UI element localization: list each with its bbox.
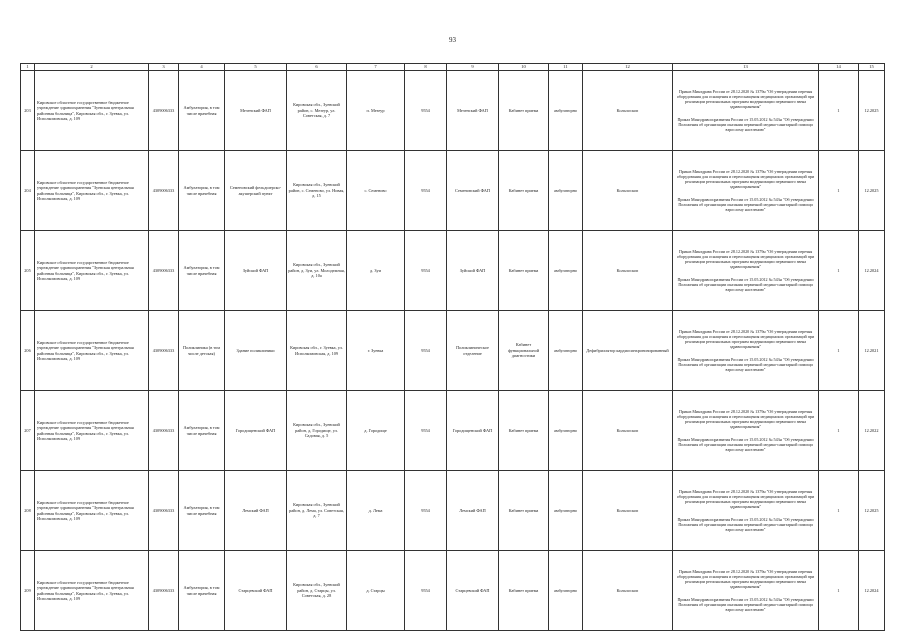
column-number: 7 [347, 64, 405, 71]
date-cell: 12.2024 [859, 551, 885, 631]
regulation-cell [673, 231, 819, 311]
regulation-order-1379n: Приказ Минздрава России от 28.12.2020 № 1379н "Об утверждении перечня оборудования для оснащения и переоснащения медицинских организаций при реализации региональных программ модернизации первичного звена здравоохранения" [676, 89, 815, 110]
room-cell: Кабинет приема [499, 391, 549, 471]
quantity-cell: 1 [819, 151, 859, 231]
inn-cell: 4309006333 [149, 471, 179, 551]
inn-cell: 4309006333 [149, 151, 179, 231]
column-number: 4 [179, 64, 225, 71]
room-cell: Кабинет приема [499, 71, 549, 151]
table-row [21, 71, 885, 151]
code-cell: 9554 [405, 551, 447, 631]
room-cell: Кабинет функциональной диагностики [499, 311, 549, 391]
care-conditions-cell: амбулаторно [549, 391, 583, 471]
structural-unit-cell: Старцевский ФАП [225, 551, 287, 631]
row-number: 204 [21, 151, 35, 231]
row-number: 205 [21, 231, 35, 311]
quantity-cell: 1 [819, 471, 859, 551]
regulation-order-1379n: Приказ Минздрава России от 28.12.2020 № 1379н "Об утверждении перечня оборудования для оснащения и переоснащения медицинских организаций при реализации региональных программ модернизации первичного звена здравоохранения" [676, 569, 815, 590]
code-cell: 9554 [405, 391, 447, 471]
structural-unit-cell: Лемский ФАП [225, 471, 287, 551]
column-number: 9 [447, 64, 499, 71]
locality-cell: г. Зуевка [347, 311, 405, 391]
room-cell: Кабинет приема [499, 231, 549, 311]
column-number: 12 [583, 64, 673, 71]
row-number: 207 [21, 391, 35, 471]
code-cell: 9554 [405, 231, 447, 311]
structural-unit-cell: Зуйский ФАП [225, 231, 287, 311]
inn-cell: 4309006333 [149, 551, 179, 631]
organization-cell: Кировское областное государственное бюджетное учреждение здравоохранения "Зуевская центральная районная больница", Кировская обл., г. Зуевка, ул. Исполкомовская, д. 109 [35, 151, 149, 231]
column-number: 15 [859, 64, 885, 71]
facility-type-cell: Амбулатория, в том числе врачебная [179, 151, 225, 231]
address-cell: Кировская обл., Зуевский район, с. Мезеур, ул. Советская, д. 7 [287, 71, 347, 151]
regulation-order-543n: Приказ Минздравсоцразвития России от 15.05.2012 № 543н "Об утверждении Положения об организации оказания первичной медико-санитарной помощи взрослому населению" [677, 276, 814, 292]
subunit-cell: Мезенский ФАП [447, 71, 499, 151]
facility-type-cell: Поликлиника (в том числе детская) [179, 311, 225, 391]
regulation-order-1379n: Приказ Минздрава России от 28.12.2020 № 1379н "Об утверждении перечня оборудования для оснащения и переоснащения медицинских организаций при реализации региональных программ модернизации первичного звена здравоохранения" [676, 249, 815, 270]
regulation-cell [673, 71, 819, 151]
care-conditions-cell: амбулаторно [549, 471, 583, 551]
organization-cell: Кировское областное государственное бюджетное учреждение здравоохранения "Зуевская центральная районная больница", Кировская обл., г. Зуевка, ул. Исполкомовская, д. 109 [35, 391, 149, 471]
inn-cell: 4309006333 [149, 231, 179, 311]
regulation-order-543n: Приказ Минздравсоцразвития России от 15.05.2012 № 543н "Об утверждении Положения об организации оказания первичной медико-санитарной помощи взрослому населению" [677, 116, 814, 132]
organization-cell: Кировское областное государственное бюджетное учреждение здравоохранения "Зуевская центральная районная больница", Кировская обл., г. Зуевка, ул. Исполкомовская, д. 109 [35, 311, 149, 391]
regulation-cell [673, 151, 819, 231]
structural-unit-cell: Семеновский фельдшерско-акушерский пункт [225, 151, 287, 231]
row-number: 208 [21, 471, 35, 551]
inn-cell: 4309006333 [149, 391, 179, 471]
regulation-order-1379n: Приказ Минздрава России от 28.12.2020 № 1379н "Об утверждении перечня оборудования для оснащения и переоснащения медицинских организаций при реализации региональных программ модернизации первичного звена здравоохранения" [676, 329, 815, 350]
facility-type-cell: Амбулатория, в том числе врачебная [179, 231, 225, 311]
quantity-cell: 1 [819, 231, 859, 311]
address-cell: Кировская обл., Зуевский район, д. Старцы, ул. Советская, д. 28 [287, 551, 347, 631]
locality-cell: д. Городище [347, 391, 405, 471]
subunit-cell: Старцевский ФАП [447, 551, 499, 631]
equipment-cell: Кольпоскоп [583, 151, 673, 231]
care-conditions-cell: амбулаторно [549, 231, 583, 311]
organization-cell: Кировское областное государственное бюджетное учреждение здравоохранения "Зуевская центральная районная больница", Кировская обл., г. Зуевка, ул. Исполкомовская, д. 109 [35, 71, 149, 151]
structural-unit-cell: Мезенский ФАП [225, 71, 287, 151]
page-number: 93 [449, 36, 456, 44]
code-cell: 9554 [405, 151, 447, 231]
quantity-cell: 1 [819, 551, 859, 631]
table-row [21, 471, 885, 551]
date-cell: 12.2025 [859, 71, 885, 151]
date-cell: 12.2021 [859, 311, 885, 391]
table-row [21, 311, 885, 391]
care-conditions-cell: амбулаторно [549, 311, 583, 391]
equipment-cell: Кольпоскоп [583, 71, 673, 151]
facility-type-cell: Амбулатория, в том числе врачебная [179, 471, 225, 551]
column-number: 1 [21, 64, 35, 71]
equipment-cell: Кольпоскоп [583, 471, 673, 551]
regulation-order-543n: Приказ Минздравсоцразвития России от 15.05.2012 № 543н "Об утверждении Положения об организации оказания первичной медико-санитарной помощи взрослому населению" [677, 196, 814, 212]
address-cell: Кировская обл., Зуевский район, д. Лема, ул. Советская, д. 7 [287, 471, 347, 551]
address-cell: Кировская обл., Зуевский район, д. Зуи, ул. Молодежная, д. 10а [287, 231, 347, 311]
code-cell: 9554 [405, 71, 447, 151]
date-cell: 12.2025 [859, 151, 885, 231]
locality-cell: д. Старцы [347, 551, 405, 631]
locality-cell: д. Лема [347, 471, 405, 551]
equipment-cell: Дефибриллятор кардиосинхронизированный [583, 311, 673, 391]
regulation-order-543n: Приказ Минздравсоцразвития России от 15.05.2012 № 543н "Об утверждении Положения об организации оказания первичной медико-санитарной помощи взрослому населению" [677, 516, 814, 532]
table-row [21, 151, 885, 231]
row-number: 209 [21, 551, 35, 631]
regulation-order-543n: Приказ Минздравсоцразвития России от 15.05.2012 № 543н "Об утверждении Положения об организации оказания первичной медико-санитарной помощи взрослому населению" [677, 436, 814, 452]
regulation-cell [673, 311, 819, 391]
structural-unit-cell: Городищенский ФАП [225, 391, 287, 471]
subunit-cell: Городищенский ФАП [447, 391, 499, 471]
address-cell: Кировская обл., Зуевский район, с. Семеново, ул. Новая, д. 15 [287, 151, 347, 231]
date-cell: 12.2024 [859, 231, 885, 311]
column-number: 5 [225, 64, 287, 71]
code-cell: 9554 [405, 471, 447, 551]
table-row [21, 231, 885, 311]
column-number: 2 [35, 64, 149, 71]
quantity-cell: 1 [819, 391, 859, 471]
column-number: 6 [287, 64, 347, 71]
regulation-order-1379n: Приказ Минздрава России от 28.12.2020 № 1379н "Об утверждении перечня оборудования для оснащения и переоснащения медицинских организаций при реализации региональных программ модернизации первичного звена здравоохранения" [676, 489, 815, 510]
room-cell: Кабинет приема [499, 551, 549, 631]
inn-cell: 4309006333 [149, 71, 179, 151]
organization-cell: Кировское областное государственное бюджетное учреждение здравоохранения "Зуевская центральная районная больница", Кировская обл., г. Зуевка, ул. Исполкомовская, д. 109 [35, 471, 149, 551]
organization-cell: Кировское областное государственное бюджетное учреждение здравоохранения "Зуевская центральная районная больница", Кировская обл., г. Зуевка, ул. Исполкомовская, д. 109 [35, 551, 149, 631]
subunit-cell: Зуйский ФАП [447, 231, 499, 311]
care-conditions-cell: амбулаторно [549, 151, 583, 231]
quantity-cell: 1 [819, 71, 859, 151]
organization-cell: Кировское областное государственное бюджетное учреждение здравоохранения "Зуевская центральная районная больница", Кировская обл., г. Зуевка, ул. Исполкомовская, д. 109 [35, 231, 149, 311]
regulation-order-1379n: Приказ Минздрава России от 28.12.2020 № 1379н "Об утверждении перечня оборудования для оснащения и переоснащения медицинских организаций при реализации региональных программ модернизации первичного звена здравоохранения" [676, 169, 815, 190]
equipment-cell: Кольпоскоп [583, 391, 673, 471]
equipment-register-table [20, 63, 885, 631]
regulation-order-1379n: Приказ Минздрава России от 28.12.2020 № 1379н "Об утверждении перечня оборудования для оснащения и переоснащения медицинских организаций при реализации региональных программ модернизации первичного звена здравоохранения" [676, 409, 815, 430]
quantity-cell: 1 [819, 311, 859, 391]
date-cell: 12.2025 [859, 471, 885, 551]
column-number: 3 [149, 64, 179, 71]
regulation-order-543n: Приказ Минздравсоцразвития России от 15.05.2012 № 543н "Об утверждении Положения об организации оказания первичной медико-санитарной помощи взрослому населению" [677, 596, 814, 612]
column-number: 11 [549, 64, 583, 71]
column-number: 14 [819, 64, 859, 71]
code-cell: 9554 [405, 311, 447, 391]
row-number: 203 [21, 71, 35, 151]
locality-cell: д. Зуи [347, 231, 405, 311]
locality-cell: п. Мезеур [347, 71, 405, 151]
regulation-cell [673, 551, 819, 631]
subunit-cell: Семеновский ФАП [447, 151, 499, 231]
date-cell: 12.2022 [859, 391, 885, 471]
structural-unit-cell: Здание поликлиники [225, 311, 287, 391]
table-row [21, 551, 885, 631]
regulation-cell [673, 391, 819, 471]
column-number: 8 [405, 64, 447, 71]
column-number-row [21, 64, 885, 71]
room-cell: Кабинет приема [499, 151, 549, 231]
equipment-cell: Кольпоскоп [583, 231, 673, 311]
room-cell: Кабинет приема [499, 471, 549, 551]
subunit-cell: Поликлиническое отделение [447, 311, 499, 391]
row-number: 206 [21, 311, 35, 391]
care-conditions-cell: амбулаторно [549, 71, 583, 151]
address-cell: Кировская обл., Зуевский район, д. Городище, ул. Садовая, д. 5 [287, 391, 347, 471]
equipment-cell: Кольпоскоп [583, 551, 673, 631]
care-conditions-cell: амбулаторно [549, 551, 583, 631]
column-number: 13 [673, 64, 819, 71]
facility-type-cell: Амбулатория, в том числе врачебная [179, 71, 225, 151]
address-cell: Кировская обл., г. Зуевка, ул. Исполкомовская, д. 109 [287, 311, 347, 391]
inn-cell: 4309006333 [149, 311, 179, 391]
table-row [21, 391, 885, 471]
facility-type-cell: Амбулатория, в том числе врачебная [179, 391, 225, 471]
subunit-cell: Лемский ФАП [447, 471, 499, 551]
facility-type-cell: Амбулатория, в том числе врачебная [179, 551, 225, 631]
regulation-cell [673, 471, 819, 551]
regulation-order-543n: Приказ Минздравсоцразвития России от 15.05.2012 № 543н "Об утверждении Положения об организации оказания первичной медико-санитарной помощи взрослому населению" [677, 356, 814, 372]
column-number: 10 [499, 64, 549, 71]
locality-cell: с. Семеново [347, 151, 405, 231]
